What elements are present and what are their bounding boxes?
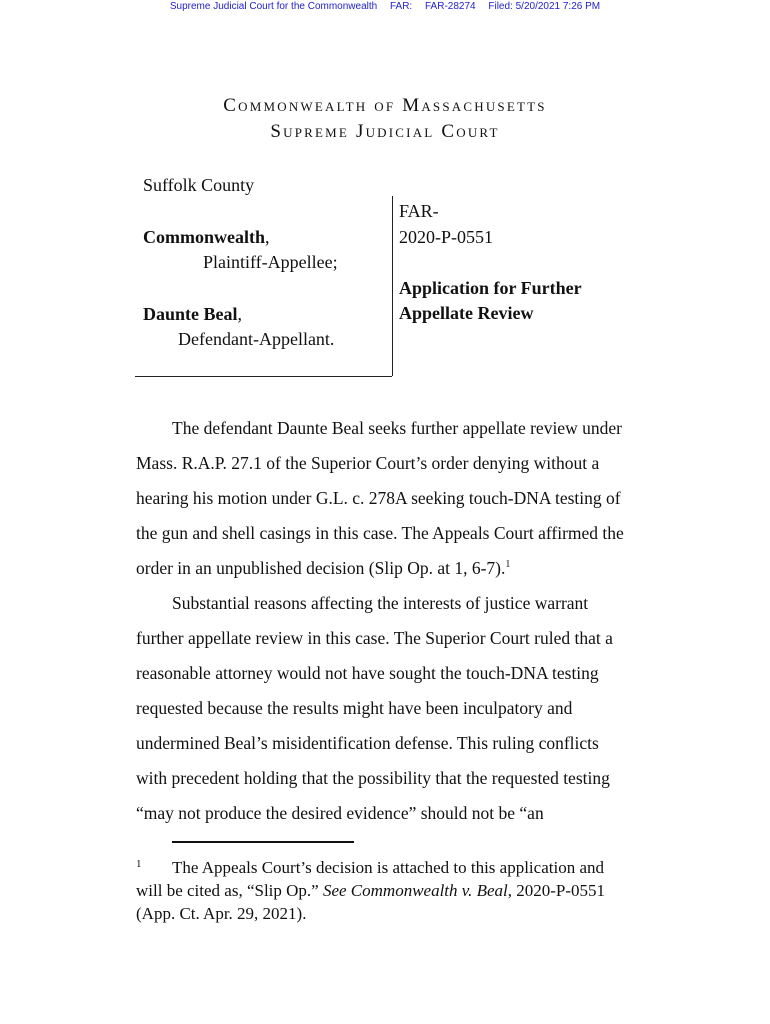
footnote-citation: See Commonwealth v. Beal (322, 881, 508, 900)
body-line-text: order in an unpublished decision (Slip Op. at 1, 6-7). (136, 558, 506, 578)
caption-vertical-rule (392, 196, 393, 376)
body-line: Mass. R.A.P. 27.1 of the Superior Court’s order denying without a (136, 453, 600, 473)
stamp-filed: Filed: 5/20/2021 7:26 PM (488, 1, 601, 12)
filing-stamp (0, 0, 770, 13)
footnote-text: The Appeals Court’s decision is attached to this application and (172, 858, 604, 877)
body-line: Substantial reasons affecting the interests of justice warrant (172, 593, 589, 613)
footnote-line: (App. Ct. Apr. 29, 2021). (136, 904, 307, 923)
plaintiff-name: Commonwealth (143, 227, 265, 247)
body-line: with precedent holding that the possibility that the requested testing (136, 768, 610, 788)
body-line: undermined Beal’s misidentification defense. This ruling conflicts (136, 733, 599, 753)
stamp-far-label: FAR: (389, 1, 413, 12)
stamp-court: Supreme Judicial Court for the Commonwealth (169, 1, 378, 12)
body-line: reasonable attorney would not have sought the touch-DNA testing (136, 663, 599, 683)
stamp-far-number: FAR-28274 (425, 1, 476, 12)
footnote-text: will be cited as, “Slip Op.” (136, 881, 323, 900)
body-line: the gun and shell casings in this case. The Appeals Court affirmed the (136, 523, 624, 543)
plaintiff: Commonwealth, (143, 227, 270, 247)
footnote-text: , 2020-P-0551 (507, 881, 606, 900)
heading-commonwealth: Commonwealth of Massachusetts (223, 95, 547, 116)
plaintiff-role: Plaintiff-Appellee; (203, 252, 338, 272)
footnote-line (136, 881, 605, 901)
defendant-role: Defendant-Appellant. (178, 329, 335, 349)
body-line: hearing his motion under G.L. c. 278A seeking touch-DNA testing of (136, 488, 621, 508)
county: Suffolk County (143, 175, 255, 195)
heading-court: Supreme Judicial Court (270, 121, 500, 142)
document-title-line1: Application for Further (399, 278, 582, 298)
footnote-reference: 1 (505, 559, 511, 571)
docket-prefix: FAR- (399, 201, 439, 221)
defendant-name: Daunte Beal (143, 304, 238, 324)
body-line: further appellate review in this case. The Superior Court ruled that a (136, 628, 613, 648)
body-line: “may not produce the desired evidence” should not be “an (136, 803, 544, 823)
docket-number: 2020-P-0551 (399, 227, 493, 247)
footnote-number: 1 (136, 858, 142, 870)
body-line (136, 558, 510, 579)
body-line: The defendant Daunte Beal seeks further appellate review under (172, 418, 622, 438)
defendant: Daunte Beal, (143, 304, 242, 324)
body-line: requested because the results might have been inculpatory and (136, 698, 573, 718)
caption-horizontal-rule (135, 376, 392, 377)
footnote-separator (172, 841, 354, 843)
document-title-line2: Appellate Review (399, 303, 534, 323)
footnote-line (136, 858, 604, 878)
